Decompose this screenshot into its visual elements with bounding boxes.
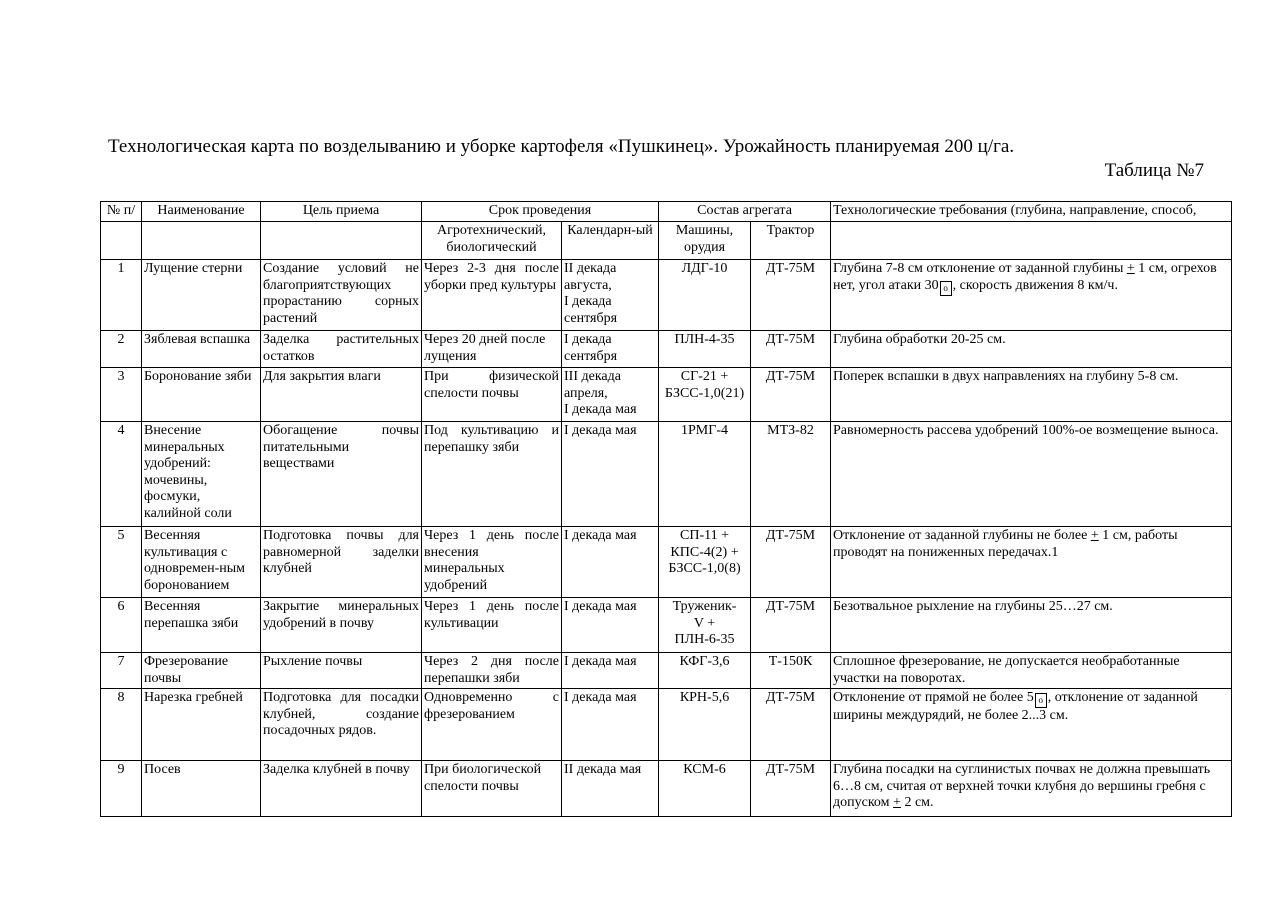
row-calendar: I декада мая [562,689,659,761]
table-row [101,527,1232,598]
row-requirements [831,260,1232,331]
row-name: Нарезка гребней [142,689,261,761]
row-calendar-line: II декада [564,261,617,276]
req-text: 1 см, огрехов нет, угол атаки 30 [833,261,1217,293]
header-machines: Машины, орудия [659,222,751,260]
table-row [101,653,1232,689]
header-tractor: Трактор [751,222,831,260]
row-machines-line: Труженик- [672,599,737,614]
row-tractor: ДТ-75М [751,761,831,817]
row-requirements [831,689,1232,761]
row-machines: КСМ-6 [659,761,751,817]
plus-minus-sign: + [893,795,901,810]
row-calendar: II декада мая [562,761,659,817]
table-label: Таблица №7 [1104,160,1204,181]
row-num: 4 [101,422,142,527]
row-requirements [831,527,1232,598]
header-goal: Цель приема [261,202,422,222]
row-tractor: ДТ-75М [751,689,831,761]
row-goal: Создание условий не благоприятствующих прорастанию сорных растений [261,260,422,331]
row-num: 8 [101,689,142,761]
table-row [101,598,1232,653]
row-agro: При физической спелости почвы [422,368,562,422]
row-agro: Через 1 день после внесения минеральных удобрений [422,527,562,598]
req-text: Отклонение от прямой не более 5 [833,690,1034,705]
row-machines-line: БЗСС-1,0(21) [664,385,745,401]
row-machines-line: СГ-21 + [680,369,729,384]
tech-map-table [100,201,1232,817]
row-agro: Через 2 дня после перепашки зяби [422,653,562,689]
row-num: 1 [101,260,142,331]
row-requirements: Безотвальное рыхление на глубины 25…27 см. [831,598,1232,653]
row-goal: Заделка клубней в почву [261,761,422,817]
header-empty [831,222,1232,260]
row-calendar: I декада мая [562,653,659,689]
row-calendar [562,331,659,368]
header-empty [142,222,261,260]
row-num: 9 [101,761,142,817]
req-text: , скорость движения 8 км/ч. [952,277,1118,293]
row-num: 5 [101,527,142,598]
row-num: 6 [101,598,142,653]
row-goal: Подготовка для посадки клубней, создание посадочных рядов. [261,689,422,761]
row-name: Фрезерование почвы [142,653,261,689]
row-goal: Для закрытия влаги [261,368,422,422]
row-tractor: Т-150К [751,653,831,689]
row-machines [659,527,751,598]
header-empty [261,222,422,260]
row-name: Весенняя перепашка зяби [142,598,261,653]
row-calendar-line: III декада [564,369,621,384]
header-requirements: Технологические требования (глубина, направление, способ, [831,202,1232,222]
row-calendar: I декада мая [562,598,659,653]
row-goal: Заделка растительных остатков [261,331,422,368]
header-num: № п/ [101,202,142,222]
degree-glyph-box: о [1035,693,1047,708]
row-goal: Закрытие минеральных удобрений в почву [261,598,422,653]
row-calendar: I декада мая [562,527,659,598]
row-agro: Через 20 дней после лущения [422,331,562,368]
row-agro: При биологической спелости почвы [422,761,562,817]
header-timing: Срок проведения [422,202,659,222]
table-row [101,368,1232,422]
table-row [101,689,1232,761]
row-name: Посев [142,761,261,817]
header-unit: Состав агрегата [659,202,831,222]
row-goal: Обогащение почвы питательными веществами [261,422,422,527]
req-text: 2 см. [900,795,934,810]
row-machines [659,598,751,653]
row-machines: ПЛН-4-35 [659,331,751,368]
row-tractor: ДТ-75М [751,527,831,598]
row-tractor: МТЗ-82 [751,422,831,527]
header-name: Наименование [142,202,261,222]
header-row-main [101,202,1232,222]
row-num: 7 [101,653,142,689]
row-machines-line: БЗСС-1,0(8) [668,561,741,576]
row-agro: Через 2-3 дня после уборки пред культуры [422,260,562,331]
row-machines-line: ПЛН-6-35 [674,632,735,647]
row-calendar-line: сентября [564,310,618,326]
row-agro: Одновременно с фрезерованием [422,689,562,761]
req-text: Отклонение от заданной глубины не более [833,528,1091,543]
row-requirements: Сплошное фрезерование, не допускается необработанные участки на поворотах. [831,653,1232,689]
req-text: 1 см, работы проводят на пониженных передачах.1 [833,528,1178,560]
row-name: Зяблевая вспашка [142,331,261,368]
row-calendar-line: апреля, [564,385,608,401]
row-calendar-line: сентября [564,348,618,364]
degree-glyph-box: о [940,281,952,296]
header-agro: Агротехнический, биологический [422,222,562,260]
req-text: , отклонение от заданной ширины междурядий, не более 2...3 см. [833,690,1198,723]
row-calendar [562,368,659,422]
row-requirements: Поперек вспашки в двух направлениях на глубину 5-8 см. [831,368,1232,422]
header-calendar: Календарн-ый [562,222,659,260]
header-empty [101,222,142,260]
row-machines-line: СП-11 + [680,528,730,543]
row-calendar-line: I декада [564,332,612,347]
row-goal: Подготовка почвы для равномерной заделки клубней [261,527,422,598]
row-machines-line: КПС-4(2) + [670,544,739,560]
req-text: Глубина 7-8 см отклонение от заданной глубины [833,261,1127,276]
row-num: 2 [101,331,142,368]
row-name: Весенняя культивация с одновремен-ным боронованием [142,527,261,598]
table-row [101,331,1232,368]
row-agro: Под культивацию и перепашку зяби [422,422,562,527]
row-calendar: I декада мая [562,422,659,527]
row-requirements [831,761,1232,817]
row-num: 3 [101,368,142,422]
row-name: Боронование зяби [142,368,261,422]
row-calendar-line: августа, [564,277,612,293]
row-calendar-line: I декада мая [564,402,637,417]
table-row [101,260,1232,331]
table-row [101,422,1232,527]
table-row [101,761,1232,817]
row-requirements: Глубина обработки 20-25 см. [831,331,1232,368]
row-tractor: ДТ-75М [751,598,831,653]
row-machines: ЛДГ-10 [659,260,751,331]
row-goal: Рыхление почвы [261,653,422,689]
row-machines [659,368,751,422]
row-machines-line: V + [693,615,716,631]
row-requirements: Равномерность рассева удобрений 100%-ое возмещение выноса. [831,422,1232,527]
row-tractor: ДТ-75М [751,260,831,331]
req-text: Глубина посадки на суглинистых почвах не должна превышать 6…8 см, считая от верхней точки клубня до вершины гребня с допуском [833,762,1211,810]
row-agro: Через 1 день после культивации [422,598,562,653]
row-calendar-line: I декада [564,294,612,309]
row-tractor: ДТ-75М [751,331,831,368]
header-row-sub [101,222,1232,260]
row-machines: 1РМГ-4 [659,422,751,527]
row-tractor: ДТ-75М [751,368,831,422]
plus-minus-sign: + [1126,261,1135,276]
row-machines: КРН-5,6 [659,689,751,761]
plus-minus-sign: + [1090,528,1099,543]
row-machines: КФГ-3,6 [659,653,751,689]
row-name: Внесение минеральных удобрений: мочевины, фосмуки, калийной соли [142,422,261,527]
row-name: Лущение стерни [142,260,261,331]
document-title: Технологическая карта по возделыванию и уборке картофеля «Пушкинец». Урожайность планируемая 200 ц/га. [108,136,1015,157]
row-calendar [562,260,659,331]
